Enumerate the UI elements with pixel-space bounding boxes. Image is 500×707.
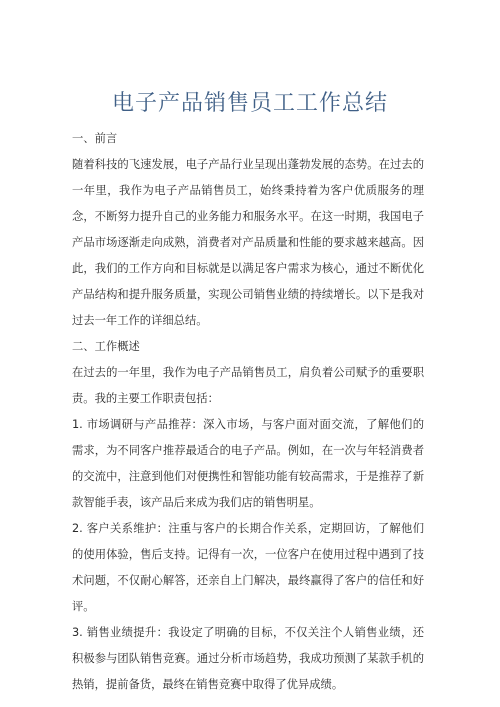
paragraph-preface: 随着科技的飞速发展，电子产品行业呈现出蓬勃发展的态势。在过去的一年里，我作为电子产品销售员工，始终秉持着为客户优质服务的理念，不断努力提升自己的业务能力和服务水平。在这一时期，我国电子产品市场逐渐走向成熟，消费者对产品质量和性能的要求越来越高。因此，我们的工作方向和目标就是以满足客户需求为核心，通过不断优化产品结构和提升服务质量，实现公司销售业绩的持续增长。以下是我对过去一年工作的详细总结。	[72, 158, 424, 327]
paragraph-overview-intro: 在过去的一年里，我作为电子产品销售员工，肩负着公司赋予的重要职责。我的主要工作职责包括：	[72, 366, 424, 405]
paragraph-customer-relations: 2. 客户关系维护：注重与客户的长期合作关系，定期回访，了解他们的使用体验，售后支持。记得有一次，一位客户在使用过程中遇到了技术问题，不仅耐心解答，还亲自上门解决，最终赢得了客户的信任和好评。	[72, 522, 424, 613]
document-body	[72, 126, 424, 698]
section-heading-preface: 一、前言	[72, 132, 118, 145]
paragraph-sales-performance: 3. 销售业绩提升：我设定了明确的目标，不仅关注个人销售业绩，还积极参与团队销售竞赛。通过分析市场趋势，我成功预测了某款手机的热销，提前备货，最终在销售竞赛中取得了优异成绩。	[72, 626, 424, 691]
document-title: 电子产品销售员工工作总结	[111, 91, 388, 116]
paragraph-market-research: 1. 市场调研与产品推荐：深入市场，与客户面对面交流，了解他们的需求，为不同客户推荐最适合的电子产品。例如，在一次与年轻消费者的交流中，注意到他们对便携性和智能功能有较高需求，于是推荐了新款智能手表，该产品后来成为我们店的销售明星。	[72, 418, 424, 509]
section-heading-overview: 二、工作概述	[72, 340, 140, 353]
